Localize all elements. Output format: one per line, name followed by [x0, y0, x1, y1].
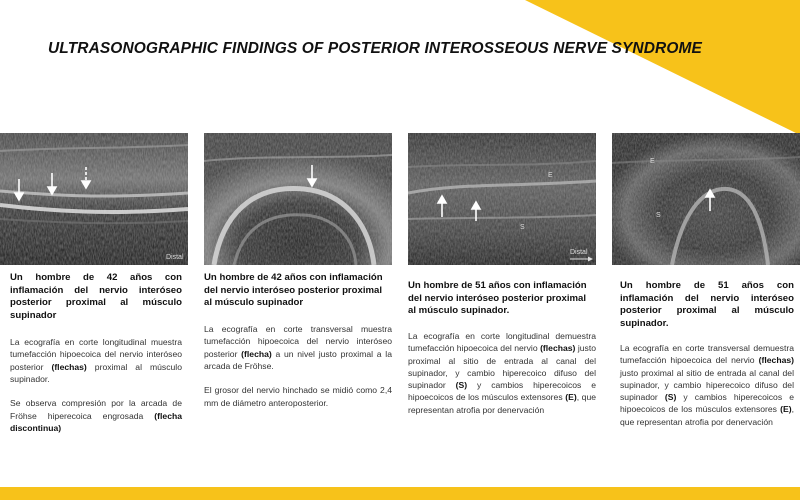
caption-text: justo proximal al sitio de entrada al canal del supinador, y cambio hiperecoico difuso del supinador [408, 343, 596, 391]
caption-text: , que representan atrofia por denervación [408, 392, 597, 415]
panel-3-description [408, 330, 596, 416]
panel-2-description [204, 323, 392, 409]
caption-text: (S) [455, 380, 468, 391]
caption-paragraph [10, 336, 182, 385]
caption-paragraph [10, 397, 182, 434]
caption-text: a un nivel justo proximal a la arcada de Fröhse. [204, 348, 392, 371]
caption-paragraph [620, 342, 794, 428]
ultrasound-image-2 [204, 133, 392, 265]
caption-text: El grosor del nervio hinchado se midió como 2,4 mm de diámetro anteroposterior. [204, 385, 392, 408]
supinator-label: S [656, 212, 661, 219]
corner-accent-triangle [0, 0, 800, 140]
caption-text: (flecha discontinua) [10, 410, 182, 434]
panel-2-heading: Un hombre de 42 años con inflamación del nervio interóseo posterior proximal al músculo supinador [204, 272, 383, 309]
caption-text: La ecografía en corte transversal muestra tumefacción hipoecoica del nervio interóseo posterior [204, 324, 392, 359]
caption-text: proximal al músculo supinador. [10, 361, 182, 384]
panel-1-description [10, 336, 182, 434]
panel-4-description [620, 342, 794, 428]
panel-4-heading: Un hombre de 51 años con inflamación del nervio interóseo posterior proximal al músculo supinador. [620, 280, 794, 329]
caption-text: Se observa compresión por la arcada de Fröhse hiperecoica engrosada [10, 398, 182, 421]
caption-text: (flecha) [241, 348, 272, 359]
caption-text: , que representan atrofia por denervación [620, 404, 794, 427]
caption-paragraph [204, 384, 392, 409]
caption-text: La ecografía en corte longitudinal muestra tumefacción hipoecoica del nervio interóseo posterior [10, 337, 182, 372]
extensor-label: E [650, 158, 655, 165]
supinator-label: S [520, 224, 525, 231]
distal-label: Distal [166, 254, 184, 261]
page-title: ULTRASONOGRAPHIC FINDINGS OF POSTERIOR INTEROSSEOUS NERVE SYNDROME [48, 40, 702, 57]
caption-text: (flechas) [540, 343, 576, 354]
caption-paragraph [204, 323, 392, 372]
caption-text: (flechas) [758, 355, 794, 366]
caption-text: La ecografía en corte transversal demuestra tumefacción hipoecoica del nervio [620, 343, 794, 366]
caption-text: y cambios hiperecoicos e hipoecoicos de los músculos extensores [620, 392, 794, 415]
ultrasound-image-4 [612, 133, 800, 265]
caption-text: (E) [780, 404, 792, 415]
panel-1-heading: Un hombre de 42 años con inflamación del nervio interóseo posterior proximal al músculo supinador [10, 272, 182, 321]
ultrasound-image-1 [0, 133, 188, 265]
caption-text: y cambios hiperecoicos e hipoecoicos de los músculos extensores [408, 380, 596, 403]
distal-label: Distal [570, 249, 588, 256]
caption-text: (S) [664, 392, 677, 403]
caption-text: (flechas) [51, 361, 87, 372]
ultrasound-image-3 [408, 133, 596, 265]
caption-text: (E) [565, 392, 577, 403]
caption-paragraph [408, 330, 596, 416]
panel-3-heading: Un hombre de 51 años con inflamación del nervio interóseo posterior proximal al músculo supinador. [408, 280, 587, 317]
caption-text: La ecografía en corte longitudinal demuestra tumefacción hipoecoica del nervio [408, 331, 596, 354]
extensor-label: E [548, 172, 553, 179]
caption-text: justo proximal al sitio de entrada al canal del supinador, y cambio hiperecoico difuso del supinador [620, 367, 794, 403]
bottom-accent-bar [0, 487, 800, 500]
